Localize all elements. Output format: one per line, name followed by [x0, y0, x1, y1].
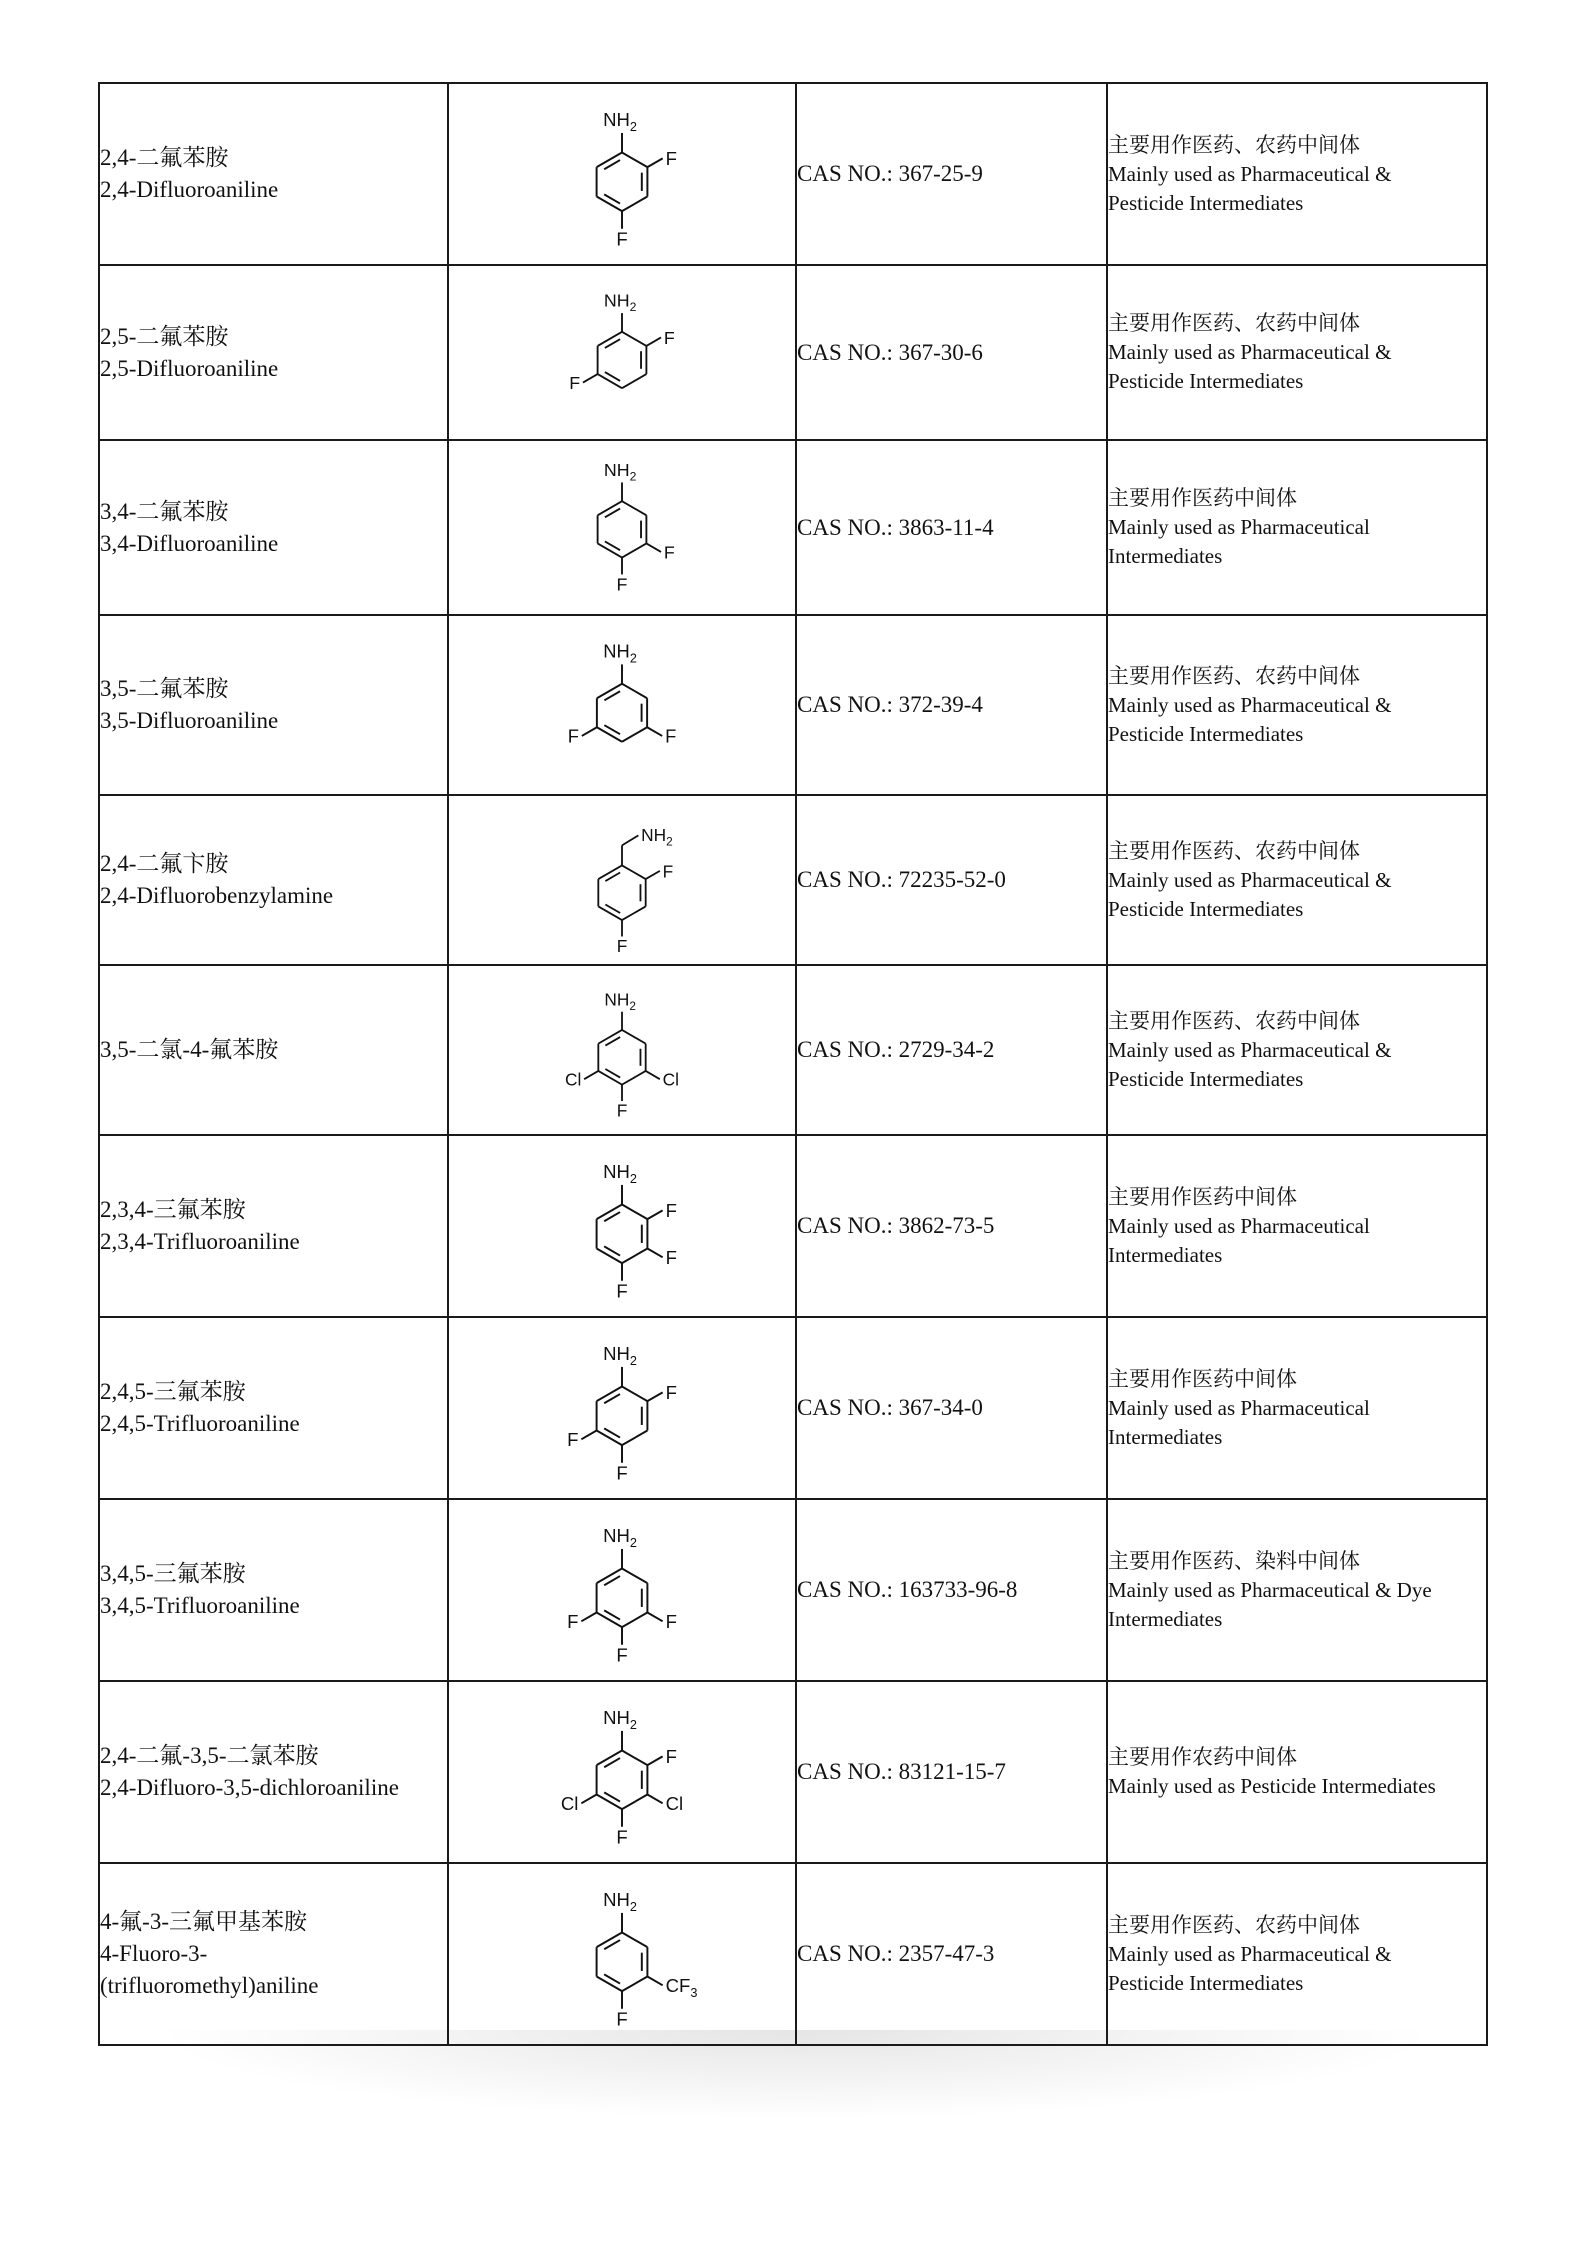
english-name: 2,5-Difluoroaniline: [100, 355, 279, 381]
substituent-label-pos2-text: F: [665, 1746, 677, 1768]
name-cell: [99, 265, 448, 440]
cas-cell: [796, 1135, 1107, 1317]
substituent-bond: [647, 1756, 662, 1765]
substituent-label-pos2: [666, 1200, 677, 1221]
substituent-label-pos3-text: Cl: [565, 1069, 582, 1090]
product-row: [99, 83, 1487, 265]
cas-number: CAS NO.: 367-30-6: [797, 339, 983, 365]
amine-label: [603, 1707, 637, 1732]
structure-cell: [448, 965, 796, 1135]
name-cell: [99, 965, 448, 1135]
ring-bond: [622, 684, 647, 699]
substituent-bond: [647, 1392, 662, 1401]
usage-cell: [1107, 440, 1487, 615]
substituent-bond: [581, 1612, 596, 1621]
substituent-label-pos5: [663, 1070, 679, 1090]
cas-cell: [796, 795, 1107, 965]
ring-bond: [622, 865, 646, 879]
english-name: 3,4,5-Trifluoroaniline: [100, 1593, 300, 1618]
chemical-structure-drawing: [522, 1684, 722, 1860]
substituent-label-pos3: [666, 1247, 677, 1268]
usage-english: Intermediates: [1108, 1606, 1223, 1631]
amine-label: [604, 290, 637, 314]
substituent-bond: [647, 1612, 662, 1621]
usage-english: Mainly used as Pharmaceutical &: [1108, 1941, 1392, 1966]
product-row: [99, 1135, 1487, 1317]
structure-cell: [448, 1863, 796, 2045]
usage-cell: [1107, 965, 1487, 1135]
chemical-structure-drawing: [522, 443, 722, 612]
substituent-label-pos2-text: F: [665, 1382, 677, 1404]
substituent-label-pos4: [617, 1101, 628, 1121]
name-cell: [99, 1863, 448, 2045]
cas-cell: [796, 615, 1107, 795]
substituent-label-pos2: [666, 1382, 677, 1403]
substituent-bond: [584, 1071, 598, 1079]
usage-english: Mainly used as Pharmaceutical: [1108, 1395, 1370, 1420]
structure-cell: [448, 1317, 796, 1499]
substituent-label-pos5-text: Cl: [662, 1069, 679, 1090]
product-row: [99, 615, 1487, 795]
substituent-bond: [581, 1794, 596, 1803]
name-cell: [99, 83, 448, 265]
ring-bond: [598, 332, 622, 346]
amine-label: [641, 825, 673, 849]
substituent-label-pos5: [567, 1429, 578, 1450]
ring-bond: [597, 1794, 622, 1809]
substituent-bond: [647, 158, 662, 167]
usage-chinese: 主要用作医药、农药中间体: [1108, 132, 1360, 157]
substituent-label-pos2-text: F: [665, 148, 677, 170]
substituent-label-pos2: [663, 861, 674, 881]
name-cell: [99, 1317, 448, 1499]
substituent-bond: [647, 1794, 662, 1803]
ring-bond: [597, 1750, 622, 1765]
ring-bond: [622, 1750, 647, 1765]
ring-bond: [622, 1568, 647, 1583]
usage-english: Mainly used as Pharmaceutical &: [1108, 1037, 1392, 1062]
amine-label-subscript: 2: [629, 998, 636, 1013]
ring-bond: [622, 1030, 646, 1044]
substituent-label-pos2: [664, 328, 675, 348]
ring-bond: [622, 1612, 647, 1627]
chinese-name: 3,5-二氟苯胺: [100, 676, 229, 701]
ring-bond: [622, 1430, 647, 1445]
cas-cell: [796, 1863, 1107, 2045]
substituent-label-pos3: [664, 542, 675, 562]
english-name: (trifluoromethyl)aniline: [100, 1973, 319, 1998]
usage-english: Pesticide Intermediates: [1108, 1066, 1304, 1091]
substituent-label-pos4-text: F: [616, 935, 628, 956]
ring-bond: [598, 906, 622, 920]
usage-chinese: 主要用作医药、染料中间体: [1108, 1548, 1360, 1573]
ring-bond: [598, 865, 622, 879]
usage-english: Intermediates: [1108, 544, 1223, 568]
chinese-name: 4-氟-3-三氟甲基苯胺: [100, 1909, 307, 1934]
english-name: 3,5-Difluoroaniline: [100, 708, 279, 733]
usage-english: Mainly used as Pharmaceutical: [1108, 1213, 1370, 1238]
chinese-name: 3,4-二氟苯胺: [100, 498, 229, 524]
substituent-bond: [647, 727, 662, 736]
usage-cell: [1107, 615, 1487, 795]
amine-label-text: NH: [603, 459, 630, 480]
ring-bond: [622, 152, 647, 167]
english-name: 2,4-Difluorobenzylamine: [100, 883, 334, 908]
ring-bond: [597, 1430, 622, 1445]
amine-bond: [622, 835, 638, 845]
cas-cell: [796, 83, 1107, 265]
cas-number: CAS NO.: 2729-34-2: [797, 1037, 995, 1062]
amine-label-subscript: 2: [629, 1352, 637, 1368]
usage-english: Intermediates: [1108, 1242, 1223, 1267]
cas-number: CAS NO.: 3863-11-4: [797, 514, 994, 540]
substituent-label-pos4-text: F: [616, 2008, 628, 2030]
ring-bond: [597, 1248, 622, 1263]
ring-bond: [622, 501, 646, 515]
usage-chinese: 主要用作医药中间体: [1108, 486, 1297, 510]
product-table: [98, 82, 1488, 2046]
product-row: [99, 1863, 1487, 2045]
chinese-name: 2,3,4-三氟苯胺: [100, 1197, 246, 1222]
substituent-label-pos4: [617, 574, 628, 594]
amine-label: [604, 989, 636, 1013]
substituent-label-pos4-text: F: [616, 1826, 628, 1848]
usage-english: Mainly used as Pharmaceutical &: [1108, 340, 1392, 364]
chemical-structure-drawing: [522, 798, 722, 962]
substituent-label-pos4-text: F: [616, 574, 628, 595]
usage-english: Pesticide Intermediates: [1108, 1970, 1304, 1995]
ring-bond: [597, 196, 622, 211]
structure-cell: [448, 440, 796, 615]
amine-label-text: NH: [604, 989, 630, 1010]
substituent-label-pos5-text: F: [569, 373, 581, 394]
cas-number: CAS NO.: 83121-15-7: [797, 1759, 1006, 1784]
ring-bond: [622, 1248, 647, 1263]
cas-cell: [796, 1317, 1107, 1499]
product-row: [99, 1317, 1487, 1499]
substituent-label-pos4: [616, 1644, 627, 1665]
chemical-structure-drawing: [522, 1320, 722, 1496]
english-name: 2,3,4-Trifluoroaniline: [100, 1229, 300, 1254]
substituent-label-pos3: [565, 1070, 581, 1090]
amine-label-text: NH: [641, 824, 667, 845]
cas-number: CAS NO.: 72235-52-0: [797, 867, 1006, 892]
chemical-structure-drawing: [522, 1138, 722, 1314]
ring-bond: [597, 1386, 622, 1401]
structure-cell: [448, 615, 796, 795]
substituent-label-pos5: [665, 726, 676, 747]
name-cell: [99, 1135, 448, 1317]
substituent-bond: [647, 1976, 662, 1985]
substituent-label-pos3-text: CF: [665, 1975, 691, 1997]
substituent-label-pos4-text: F: [616, 1100, 628, 1121]
substituent-bond: [582, 727, 597, 736]
substituent-label-pos3-text: F: [567, 725, 579, 747]
substituent-label-pos4-text: F: [616, 1644, 628, 1666]
ring-bond: [597, 1976, 622, 1991]
name-cell: [99, 615, 448, 795]
amine-label: [603, 1343, 637, 1368]
substituent-label-pos3: [568, 726, 579, 747]
ring-bond: [597, 1204, 622, 1219]
amine-label: [603, 641, 637, 666]
structure-cell: [448, 265, 796, 440]
product-table-body: [99, 83, 1487, 2045]
chemical-structure-drawing: [522, 968, 722, 1132]
usage-cell: [1107, 1317, 1487, 1499]
ring-bond: [622, 906, 646, 920]
substituent-bond: [583, 374, 598, 382]
structure-cell: [448, 795, 796, 965]
chemical-structure-drawing: [522, 1866, 722, 2042]
cas-number: CAS NO.: 2357-47-3: [797, 1941, 995, 1966]
substituent-label-pos3: [666, 1975, 698, 2000]
substituent-bond: [646, 871, 660, 879]
chemical-structure-drawing: [522, 618, 722, 792]
product-row: [99, 1499, 1487, 1681]
chinese-name: 3,4,5-三氟苯胺: [100, 1561, 246, 1586]
chemical-structure-drawing: [522, 86, 722, 262]
amine-label-text: NH: [603, 640, 630, 662]
usage-cell: [1107, 1135, 1487, 1317]
ring-bond: [598, 1030, 622, 1044]
cas-cell: [796, 1499, 1107, 1681]
usage-chinese: 主要用作医药、农药中间体: [1108, 663, 1360, 688]
structure-cell: [448, 1499, 796, 1681]
usage-chinese: 主要用作医药中间体: [1108, 1366, 1297, 1391]
product-row: [99, 265, 1487, 440]
usage-chinese: 主要用作医药中间体: [1108, 1184, 1297, 1209]
ring-bond: [597, 1612, 622, 1627]
substituent-bond: [581, 1430, 596, 1439]
substituent-label-pos2: [666, 1746, 677, 1767]
substituent-bond: [647, 1248, 662, 1257]
name-cell: [99, 1499, 448, 1681]
ring-bond: [597, 152, 622, 167]
cas-number: CAS NO.: 367-34-0: [797, 1395, 983, 1420]
english-name: 3,4-Difluoroaniline: [100, 530, 279, 556]
ring-bond: [622, 332, 646, 346]
usage-cell: [1107, 1863, 1487, 2045]
substituent-label-pos2-text: F: [662, 861, 674, 882]
cas-cell: [796, 265, 1107, 440]
chemical-structure-drawing: [522, 268, 722, 437]
english-name: 2,4,5-Trifluoroaniline: [100, 1411, 300, 1436]
cas-number: CAS NO.: 367-25-9: [797, 161, 983, 186]
amine-label: [603, 1161, 637, 1186]
substituent-label-pos3-text: F: [567, 1611, 579, 1633]
ring-bond: [622, 374, 646, 388]
english-name: 2,4-Difluoroaniline: [100, 177, 279, 202]
ring-bond: [622, 1386, 647, 1401]
substituent-label-pos3: [567, 1611, 578, 1632]
english-name: 4-Fluoro-3-: [100, 1941, 208, 1966]
substituent-label-pos4: [617, 936, 628, 956]
substituent-label-pos3-text: F: [665, 1247, 677, 1269]
substituent-label-pos5-text: Cl: [560, 1793, 579, 1815]
amine-label-text: NH: [603, 1525, 630, 1547]
ring-bond: [622, 1932, 647, 1947]
ring-bond: [598, 1071, 622, 1085]
amine-label-subscript: 2: [629, 1170, 637, 1186]
amine-label-subscript: 2: [629, 1898, 637, 1914]
amine-label-subscript: 2: [629, 300, 637, 315]
substituent-label-pos5-text: F: [665, 725, 677, 747]
amine-label-subscript: 2: [629, 469, 637, 484]
substituent-bond: [646, 1071, 660, 1079]
amine-label: [603, 109, 637, 134]
cas-cell: [796, 1681, 1107, 1863]
structure-cell: [448, 1681, 796, 1863]
usage-cell: [1107, 795, 1487, 965]
ring-bond: [598, 374, 622, 388]
usage-cell: [1107, 1499, 1487, 1681]
usage-english: Pesticide Intermediates: [1108, 896, 1304, 921]
usage-chinese: 主要用作农药中间体: [1108, 1745, 1297, 1769]
amine-label-text: NH: [603, 1889, 630, 1911]
ring-bond: [622, 1976, 647, 1991]
substituent-label-pos5: [666, 1611, 677, 1632]
amine-label-text: NH: [603, 109, 630, 131]
substituent-label-pos3-text: Cl: [665, 1793, 684, 1815]
cas-cell: [796, 440, 1107, 615]
substituent-label-pos4: [616, 2008, 627, 2029]
chinese-name: 2,4-二氟-3,5-二氯苯胺: [100, 1743, 319, 1768]
substituent-label-pos3: [666, 1793, 684, 1814]
ring-bond: [622, 1204, 647, 1219]
usage-english: Pesticide Intermediates: [1108, 190, 1304, 215]
ring-bond: [597, 1568, 622, 1583]
chinese-name: 3,5-二氯-4-氟苯胺: [100, 1037, 279, 1062]
usage-chinese: 主要用作医药、农药中间体: [1108, 1008, 1360, 1033]
substituent-label-pos4-text: F: [616, 1462, 628, 1484]
amine-label-subscript: 2: [666, 834, 673, 849]
amine-label-subscript: 2: [629, 651, 637, 666]
name-cell: [99, 440, 448, 615]
usage-cell: [1107, 83, 1487, 265]
substituent-label-pos2: [666, 148, 677, 169]
amine-label-subscript: 2: [629, 118, 637, 134]
usage-english: Mainly used as Pharmaceutical: [1108, 515, 1370, 539]
chinese-name: 2,4-二氟苯胺: [100, 145, 229, 170]
amine-label-text: NH: [603, 1707, 630, 1729]
substituent-label-pos2-text: F: [663, 328, 675, 349]
usage-english: Mainly used as Pharmaceutical & Dye: [1108, 1577, 1432, 1602]
product-row: [99, 1681, 1487, 1863]
substituent-label-pos4: [616, 1826, 627, 1847]
name-cell: [99, 795, 448, 965]
ring-bond: [622, 1794, 647, 1809]
substituent-bond: [646, 337, 661, 345]
product-row: [99, 795, 1487, 965]
substituent-label-pos4: [616, 1462, 627, 1483]
usage-chinese: 主要用作医药、农药中间体: [1108, 311, 1360, 335]
chinese-name: 2,4-二氟卞胺: [100, 851, 229, 876]
product-row: [99, 965, 1487, 1135]
cas-cell: [796, 965, 1107, 1135]
ring-bond: [622, 727, 647, 742]
substituent-label-pos4: [616, 1280, 627, 1301]
chemical-structure-drawing: [522, 1502, 722, 1678]
ring-bond: [598, 543, 622, 557]
usage-chinese: 主要用作医药、农药中间体: [1108, 1912, 1360, 1937]
substituent-label-pos4: [616, 228, 627, 249]
cas-number: CAS NO.: 3862-73-5: [797, 1213, 995, 1238]
substituent-label-pos4-text: F: [616, 228, 628, 250]
usage-english: Pesticide Intermediates: [1108, 369, 1304, 393]
substituent-label-pos5-text: F: [665, 1611, 677, 1633]
usage-english: Pesticide Intermediates: [1108, 721, 1304, 746]
substituent-label-pos3-subscript: 3: [690, 1985, 698, 2001]
substituent-label-pos3-text: F: [663, 542, 675, 563]
amine-label-text: NH: [603, 1343, 630, 1365]
chinese-name: 2,4,5-三氟苯胺: [100, 1379, 246, 1404]
substituent-label-pos2-text: F: [665, 1200, 677, 1222]
cas-number: CAS NO.: 163733-96-8: [797, 1577, 1018, 1602]
usage-cell: [1107, 265, 1487, 440]
usage-english: Mainly used as Pharmaceutical &: [1108, 867, 1392, 892]
amine-label: [603, 1525, 637, 1550]
ring-bond: [598, 501, 622, 515]
usage-english: Intermediates: [1108, 1424, 1223, 1449]
chinese-name: 2,5-二氟苯胺: [100, 323, 229, 349]
structure-cell: [448, 1135, 796, 1317]
ring-bond: [622, 196, 647, 211]
substituent-bond: [646, 543, 661, 551]
ring-bond: [622, 543, 646, 557]
cas-number: CAS NO.: 372-39-4: [797, 692, 983, 717]
ring-bond: [597, 684, 622, 699]
substituent-label-pos5: [569, 373, 580, 393]
amine-label-text: NH: [603, 1161, 630, 1183]
substituent-label-pos4-text: F: [616, 1280, 628, 1302]
substituent-label-pos5-text: F: [567, 1429, 579, 1451]
structure-cell: [448, 83, 796, 265]
name-cell: [99, 1681, 448, 1863]
english-name: 2,4-Difluoro-3,5-dichloroaniline: [100, 1775, 399, 1800]
substituent-label-pos5: [561, 1793, 579, 1814]
amine-label-subscript: 2: [629, 1534, 637, 1550]
amine-label-text: NH: [603, 290, 630, 311]
usage-english: Mainly used as Pharmaceutical &: [1108, 161, 1392, 186]
substituent-bond: [647, 1210, 662, 1219]
amine-label-subscript: 2: [629, 1716, 637, 1732]
usage-english: Mainly used as Pesticide Intermediates: [1108, 1774, 1436, 1798]
usage-english: Mainly used as Pharmaceutical &: [1108, 692, 1392, 717]
usage-chinese: 主要用作医药、农药中间体: [1108, 838, 1360, 863]
ring-bond: [597, 727, 622, 742]
ring-bond: [622, 1071, 646, 1085]
usage-cell: [1107, 1681, 1487, 1863]
ring-bond: [597, 1932, 622, 1947]
product-row: [99, 440, 1487, 615]
amine-label: [604, 460, 637, 484]
amine-label: [603, 1889, 637, 1914]
